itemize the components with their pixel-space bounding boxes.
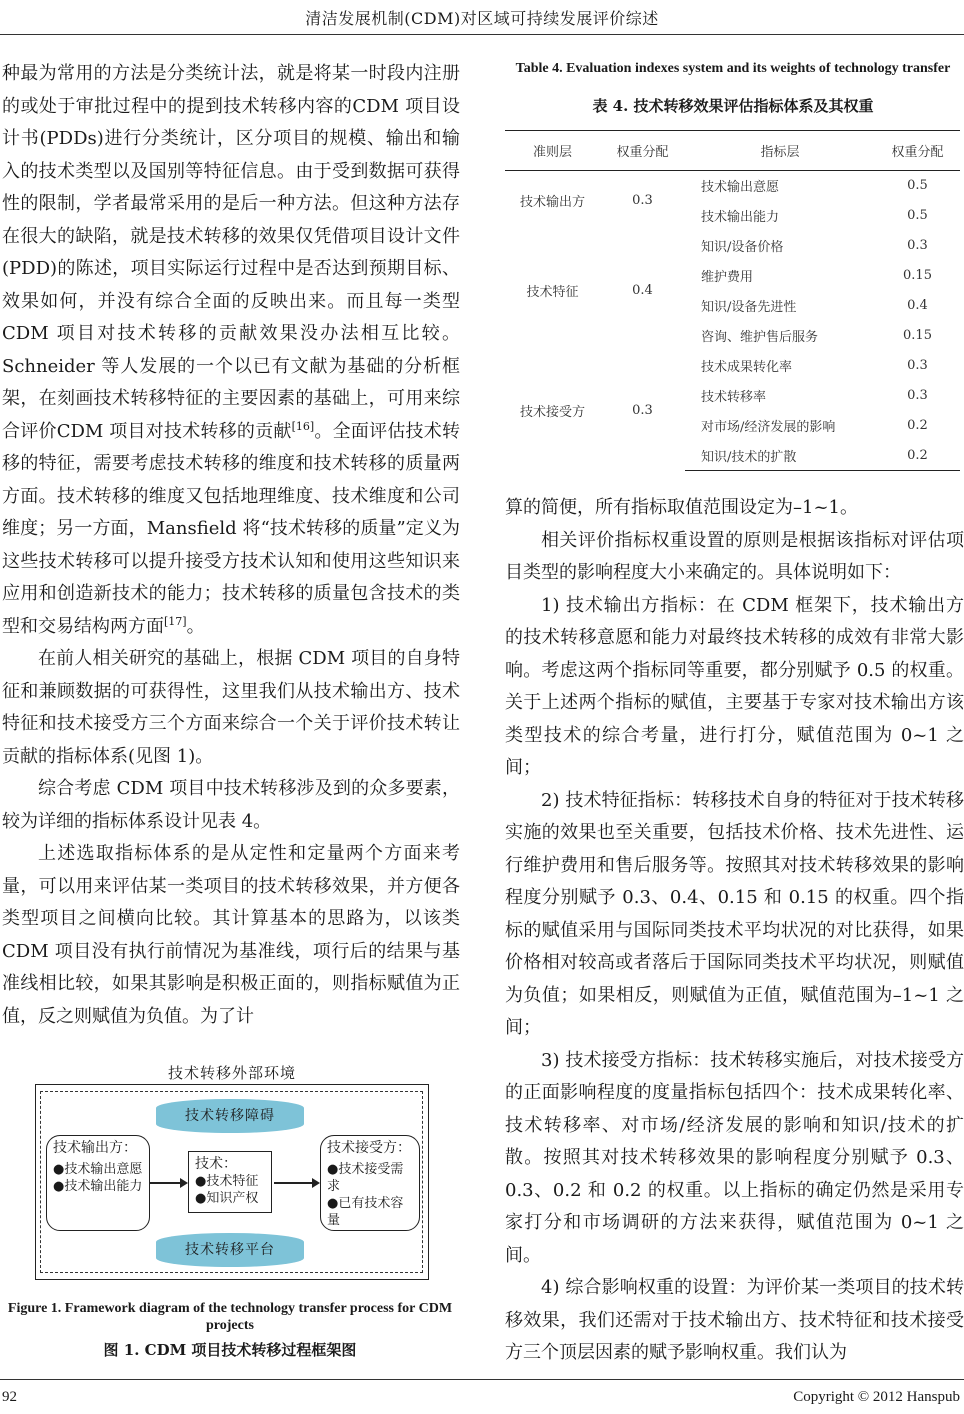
indicator-cell: 对市场/经济发展的影响 — [701, 420, 836, 435]
table-row — [505, 231, 960, 261]
indicator-weight-cell: 0.3 — [907, 238, 928, 253]
indicator-cell: 技术输出意愿 — [701, 180, 780, 196]
indicator-cell: 技术输出能力 — [701, 210, 780, 225]
paragraph-r2: 相关评价指标权重设置的原则是根据该指标对评估项目类型的影响程度大小来确定的。具体说明如下： — [505, 529, 964, 583]
paragraph-2: 在前人相关研究的基础上，根据 CDM 项目的自身特征和兼顾数据的可获得性，这里我们从技术输出方、技术特征和技术接受方三个方面来综合一个关于评价技术转让贡献的指标体系(见图 1)。 — [2, 648, 460, 767]
citation-17[interactable]: [17] — [164, 614, 187, 628]
arrow-technology-to-receiver — [274, 1182, 318, 1184]
right-column — [505, 492, 964, 1370]
technology-title: 技术： — [195, 1156, 237, 1172]
figure-caption-zh: 图 1. CDM 项目技术转移过程框架图 — [103, 1341, 357, 1359]
header-rule — [0, 34, 964, 35]
paragraph-1: 种最为常用的方法是分类统计法，就是将某一时段内注册的或处于审批过程中的提到技术转移内容的CDM 项目设计书(PDDs)进行分类统计，区分项目的规模、输出和输入的技术类型以及国别等特征信息。由于受到数据可获得性的限制，学者最常采用的是后一种方法。但这种方法存在很大的缺陷，就是技术转移的效果仅凭借项目设计文件(PDD)的陈述，项目实际运行过程中是否达到预期目标、效果如何，并没有综合全面的反映出来。而且每一类型 CDM 项目对技术转移的贡献效果没办法相互比较。Schneider 等人发展的一个以已有文献为基础的分析框架，在刻画技术转移特征的主要因素的基础上，可用来综合评价CDM 项目对技术转移的贡献[16]。全面评估技术转移的特征，需要考虑技术转移的维度和技术转移的质量两方面。技术转移的维度又包括地理维度、技术维度和公司维度；另一方面，Mansfield 将“技术转移的质量”定义为这些技术转移可以提升接受方技术认知和使用这些知识来应用和创造新技术的能力；技术转移的质量包含技术的类型和交易结构两方面[17]。 — [2, 63, 461, 637]
paragraph-r6: 4) 综合影响权重的设置：为评价某一类项目的技术转移效果，我们还需对于技术输出方、技术特征和技术接受方三个顶层因素的赋予影响权重。我们认为 — [505, 1277, 964, 1363]
indicator-cell: 咨询、维护售后服务 — [701, 330, 819, 345]
table-header-row — [505, 131, 960, 171]
exporter-item: ●技术输出意愿 — [53, 1162, 143, 1177]
header-criterion: 准则层 — [505, 131, 600, 171]
paragraph-3: 综合考虑 CDM 项目中技术转移涉及到的众多要素，较为详细的指标体系设计见表 4。 — [2, 778, 460, 832]
criterion-cell: 技术特征 — [526, 285, 579, 300]
exporter-title: 技术输出方： — [53, 1140, 137, 1156]
header-indicator: 指标层 — [685, 131, 875, 171]
table-caption-zh: 表 4. 技术转移效果评估指标体系及其权重 — [592, 97, 874, 115]
table-row — [505, 351, 960, 381]
exporter-item: ●技术输出能力 — [53, 1179, 143, 1194]
indicator-weight-cell: 0.2 — [907, 418, 928, 433]
indicator-weight-cell: 0.4 — [907, 298, 928, 313]
indicator-weight-cell: 0.3 — [907, 388, 928, 403]
indicator-weight-cell: 0.2 — [875, 441, 960, 471]
indicator-weight-cell: 0.15 — [903, 268, 932, 283]
receiver-item: ●已有技术容量 — [327, 1196, 404, 1228]
barrier-cylinder: 技术转移障碍 — [156, 1099, 304, 1133]
criterion-cell: 技术接受方 — [519, 405, 585, 420]
running-header: 清洁发展机制(CDM)对区域可持续发展评价综述 — [305, 9, 659, 28]
copyright: Copyright © 2012 Hanspub — [793, 1389, 960, 1405]
indicator-weight-cell: 0.5 — [907, 208, 928, 223]
indicator-cell: 技术转移率 — [701, 390, 767, 405]
figure-1-diagram — [35, 1062, 429, 1284]
table-caption-en: Table 4. Evaluation indexes system and its weights of technology transfer — [515, 61, 951, 76]
paragraph-r4: 2) 技术特征指标：转移技术自身的特征对于技术转移实施的效果也至关重要，包括技术价格、技术先进性、运行维护费用和售后服务等。按照其对技术转移效果的影响程度分别赋予 0.3、0.4、0.15 和 0.15 的权重。四个指标的赋值采用与国际同类技术平均状况的对比获得，如果价格相对较高或者落后于国际同类技术平均状况，则赋值为负值；如果相反，则赋值为正值，赋值范围为–1~1 之间； — [505, 789, 964, 1038]
technology-box — [188, 1151, 272, 1213]
arrow-exporter-to-technology — [150, 1182, 186, 1184]
indicator-cell: 知识/设备价格 — [701, 240, 784, 255]
indicator-weight-cell: 0.3 — [907, 358, 928, 373]
indicator-weight-cell: 0.5 — [907, 178, 928, 194]
receiver-item: ●技术接受需求 — [327, 1162, 404, 1194]
figure-caption-en: Figure 1. Framework diagram of the technology transfer process for CDM projects — [7, 1301, 453, 1333]
indicator-cell: 知识/技术的扩散 — [685, 441, 875, 471]
exporter-box — [46, 1135, 150, 1231]
indicator-weight-cell: 0.15 — [903, 328, 932, 343]
paragraph-4: 上述选取指标体系的是从定性和定量两个方面来考量，可以用来评估某一类项目的技术转移效果，并方便各类型项目之间横向比较。其计算基本的思路为，以该类 CDM 项目没有执行前情况为基准线，项行后的结果与基准线相比较，如果其影响是积极正面的，则指标赋值为正值，反之则赋值为负值。为了计 — [2, 843, 460, 1027]
receiver-title: 技术接受方： — [327, 1140, 411, 1156]
technology-item: ●技术特征 — [195, 1174, 259, 1189]
indicator-cell: 维护费用 — [701, 270, 754, 285]
citation-16[interactable]: [16] — [291, 419, 315, 433]
criterion-weight-cell: 0.3 — [632, 403, 653, 418]
table-row — [505, 171, 960, 201]
header-indicator-weight: 权重分配 — [875, 131, 960, 171]
technology-item: ●知识产权 — [195, 1191, 259, 1206]
evaluation-index-table — [505, 130, 960, 471]
paragraph-r3: 1) 技术输出方指标：在 CDM 框架下，技术输出方的技术转移意愿和能力对最终技术转移的成效有非常大影响。考虑这两个指标同等重要，都分别赋予 0.5 的权重。关于上述两个指标的赋值，主要基于专家对技术输出方该类型技术的综合考量，进行打分，赋值范围为 0~1 之间； — [505, 594, 964, 778]
page-number: 92 — [2, 1389, 17, 1405]
figure-outer-frame — [35, 1084, 429, 1280]
indicator-cell: 技术成果转化率 — [701, 360, 793, 375]
paragraph-r1: 算的简便，所有指标取值范围设定为–1~1。 — [505, 497, 858, 518]
footer-rule — [0, 1379, 964, 1380]
platform-cylinder: 技术转移平台 — [156, 1233, 304, 1267]
criterion-cell: 技术输出方 — [519, 195, 585, 211]
header-criterion-weight: 权重分配 — [600, 131, 685, 171]
indicator-cell: 知识/设备先进性 — [701, 300, 797, 315]
receiver-box — [320, 1135, 420, 1231]
paragraph-r5: 3) 技术接受方指标：技术转移实施后，对技术接受方的正面影响程度的度量指标包括四个：技术成果转化率、技术转移率、对市场/经济发展的影响和知识/技术的扩散。按照其对技术转移效果的影响程度分别赋予 0.3、0.3、0.2 和 0.2 的权重。以上指标的确定仍然是采用专家打分和市场调研的方法来获得，赋值范围为 0~1 之间。 — [505, 1049, 964, 1266]
criterion-weight-cell: 0.4 — [632, 283, 653, 298]
criterion-weight-cell: 0.3 — [632, 193, 653, 209]
figure-environment-title: 技术转移外部环境 — [167, 1064, 296, 1082]
left-column — [2, 58, 460, 1033]
